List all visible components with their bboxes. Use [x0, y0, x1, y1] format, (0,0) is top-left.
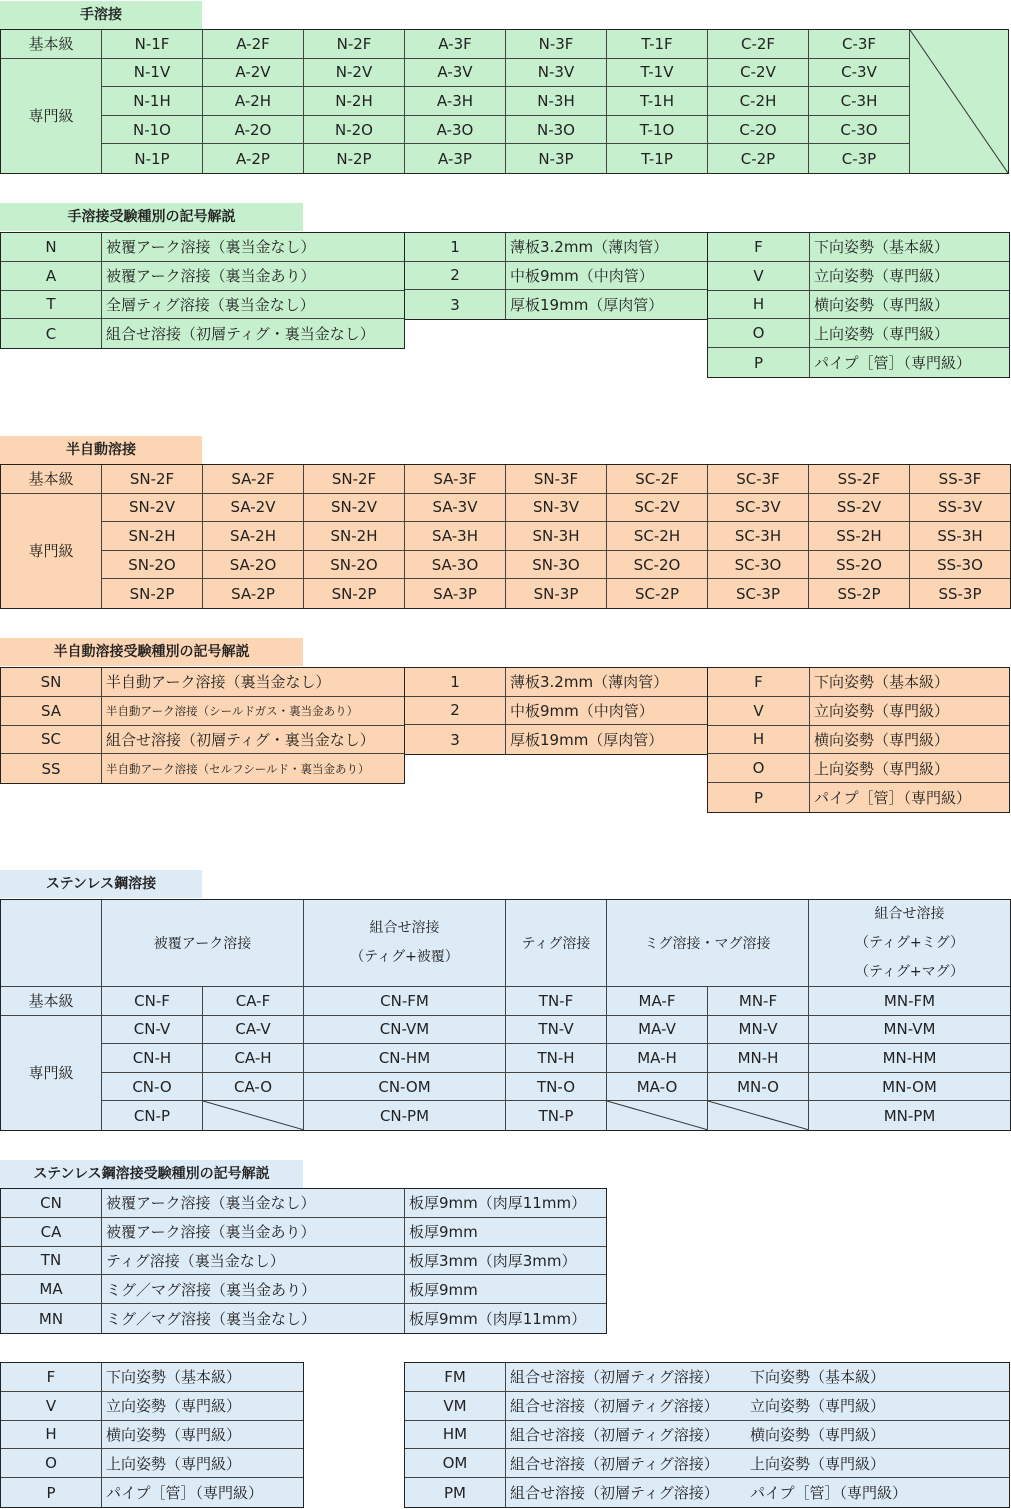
method-desc: 被覆アーク溶接（裏当金あり） [102, 262, 404, 291]
empty-diagonal-cell [910, 30, 1008, 173]
combo-code: OM [405, 1449, 506, 1478]
code-cell: A-3P [405, 144, 506, 173]
thickness-code: 1 [405, 668, 506, 697]
position-code: V [708, 697, 810, 726]
code-cell: SC-3F [708, 465, 809, 494]
code-cell: SS-3V [910, 494, 1010, 523]
method-code: SS [1, 754, 102, 783]
combo-position: 上向姿勢（専門級） [746, 1449, 1009, 1478]
code-cell: SA-2O [203, 551, 304, 580]
code-cell: CA-O [203, 1073, 304, 1102]
manual-methods-table [0, 232, 405, 349]
header-tig: ティグ溶接 [506, 900, 607, 987]
method-desc: 半自動アーク溶接（セルフシールド・裏当金あり） [106, 761, 370, 776]
position-code: H [708, 726, 810, 755]
stainless-table [0, 899, 1011, 1131]
code-cell: CN-OM [304, 1073, 506, 1102]
code-cell: SN-2F [304, 465, 405, 494]
code-cell: CN-P [102, 1101, 203, 1130]
code-cell: SA-2F [203, 465, 304, 494]
code-cell: CN-H [102, 1044, 203, 1073]
code-cell: MA-V [607, 1016, 708, 1045]
stainless-title: ステンレス鋼溶接 [0, 870, 202, 898]
code-cell: SC-3V [708, 494, 809, 523]
method-desc: 半自動アーク溶接（裏当金なし） [102, 668, 404, 697]
code-cell: MN-OM [809, 1073, 1010, 1102]
code-cell: TN-P [506, 1101, 607, 1130]
code-cell: A-3O [405, 116, 506, 145]
header-combo-covered [304, 900, 506, 987]
code-cell: N-1H [102, 87, 203, 116]
stainless-positions-table [0, 1362, 304, 1508]
thickness-code: 2 [405, 697, 506, 726]
semi-positions-table [707, 667, 1010, 813]
code-cell: N-2P [304, 144, 405, 173]
code-cell: CN-VM [304, 1016, 506, 1045]
code-cell: SA-3P [405, 579, 506, 608]
grade-specialist: 専門級 [1, 1016, 102, 1130]
code-cell: SS-2F [809, 465, 910, 494]
code-cell: N-1F [102, 30, 203, 59]
grade-basic: 基本級 [1, 465, 102, 494]
empty-diagonal-cell [607, 1101, 708, 1130]
code-cell: SC-3O [708, 551, 809, 580]
grade-basic: 基本級 [1, 987, 102, 1016]
code-cell: N-3F [506, 30, 607, 59]
method-desc: ミグ／マグ溶接（裏当金あり） [102, 1275, 405, 1304]
thickness-desc: 中板9mm（中肉管） [506, 262, 707, 291]
thickness-desc: 薄板3.2mm（薄肉管） [506, 233, 707, 262]
header-empty [1, 900, 102, 987]
position-desc: パイプ［管］（専門級） [814, 789, 972, 808]
semi-legend-title: 半自動溶接受験種別の記号解説 [0, 638, 303, 666]
code-cell: C-2F [708, 30, 809, 59]
code-cell: SA-3O [405, 551, 506, 580]
code-cell: MN-H [708, 1044, 809, 1073]
position-code: P [708, 783, 810, 812]
method-desc: 組合せ溶接（初層ティグ・裏当金なし） [102, 726, 404, 755]
code-cell: A-2P [203, 144, 304, 173]
method-desc: 全層ティグ溶接（裏当金なし） [102, 291, 404, 320]
method-code: T [1, 291, 102, 320]
code-cell: SS-3P [938, 584, 982, 603]
code-cell: N-2O [304, 116, 405, 145]
method-code: SC [1, 726, 102, 755]
method-code: TN [1, 1247, 102, 1276]
method-desc: ミグ／マグ溶接（裏当金なし） [102, 1304, 405, 1333]
code-cell: SN-3O [506, 551, 607, 580]
position-desc: 横向姿勢（専門級） [810, 726, 1009, 755]
manual-title: 手溶接 [0, 1, 202, 29]
code-cell: T-1P [607, 144, 708, 173]
method-thickness: 板厚9mm [405, 1275, 606, 1304]
code-cell: T-1O [607, 116, 708, 145]
position-code: V [1, 1392, 102, 1421]
code-cell: C-2O [708, 116, 809, 145]
position-desc: 立向姿勢（専門級） [102, 1392, 303, 1421]
code-cell: SC-2H [607, 522, 708, 551]
code-cell: CN-F [102, 987, 203, 1016]
method-desc: 組合せ溶接（初層ティグ・裏当金なし） [106, 325, 375, 344]
code-cell: A-3F [405, 30, 506, 59]
semi-thickness-table [404, 667, 708, 755]
code-cell: TN-O [506, 1073, 607, 1102]
code-cell: SS-3O [910, 551, 1010, 580]
code-cell: N-1P [102, 144, 203, 173]
position-desc: パイプ［管］（専門級） [106, 1484, 264, 1503]
code-cell: N-2F [304, 30, 405, 59]
position-code: F [708, 233, 810, 262]
code-cell: SN-2P [304, 579, 405, 608]
combo-desc: 組合せ溶接（初層ティグ溶接） [506, 1363, 746, 1392]
code-cell: SN-2F [102, 465, 203, 494]
method-code: SA [1, 697, 102, 726]
method-code: SN [1, 668, 102, 697]
thickness-code: 3 [405, 290, 506, 319]
code-cell: SN-2P [102, 579, 203, 608]
grade-specialist: 専門級 [1, 494, 102, 608]
code-cell: SC-2P [607, 579, 708, 608]
position-desc: 下向姿勢（基本級） [810, 233, 1009, 262]
code-cell: T-1V [607, 59, 708, 88]
code-cell: SA-3V [405, 494, 506, 523]
code-cell: N-3P [506, 144, 607, 173]
method-desc: 被覆アーク溶接（裏当金なし） [102, 1189, 405, 1218]
code-cell: CA-H [203, 1044, 304, 1073]
method-code: CN [1, 1189, 102, 1218]
thickness-desc: 厚板19mm（厚肉管） [510, 296, 664, 315]
code-cell: N-3H [506, 87, 607, 116]
code-cell: SS-3F [910, 465, 1010, 494]
code-cell: A-2O [203, 116, 304, 145]
code-cell: N-3V [506, 59, 607, 88]
code-cell: SA-2P [203, 579, 304, 608]
method-thickness: 板厚9mm（肉厚11mm） [405, 1189, 606, 1218]
method-code: CA [1, 1218, 102, 1247]
code-cell: SS-2O [809, 551, 910, 580]
code-cell: T-1H [607, 87, 708, 116]
position-desc: 上向姿勢（専門級） [810, 319, 1009, 348]
code-cell: SC-2V [607, 494, 708, 523]
header-combo-mig-line2: （ティグ+ミグ） [854, 934, 965, 951]
position-code: O [708, 754, 810, 783]
code-cell: T-1F [607, 30, 708, 59]
code-cell: SA-3F [405, 465, 506, 494]
grade-basic: 基本級 [1, 30, 102, 59]
method-desc: ティグ溶接（裏当金なし） [102, 1247, 405, 1276]
code-cell: N-1V [102, 59, 203, 88]
position-desc: 上向姿勢（専門級） [810, 754, 1009, 783]
thickness-code: 3 [405, 725, 506, 754]
code-cell: N-3O [506, 116, 607, 145]
combo-desc: 組合せ溶接（初層ティグ溶接） [506, 1392, 746, 1421]
method-code: N [1, 233, 102, 262]
position-code: F [1, 1363, 102, 1392]
position-code: H [708, 291, 810, 320]
code-cell: CN-FM [304, 987, 506, 1016]
code-cell: N-2V [304, 59, 405, 88]
code-cell: CA-V [203, 1016, 304, 1045]
combo-code: PM [405, 1478, 506, 1507]
position-code: H [1, 1421, 102, 1450]
code-cell: TN-F [506, 987, 607, 1016]
position-desc: 横向姿勢（専門級） [102, 1421, 303, 1450]
combo-code: FM [405, 1363, 506, 1392]
code-cell: SN-2V [102, 494, 203, 523]
header-combo-mig-line3: （ティグ+マグ） [854, 963, 965, 980]
thickness-desc: 薄板3.2mm（薄肉管） [506, 668, 707, 697]
code-cell: C-2H [708, 87, 809, 116]
code-cell: SN-2O [304, 551, 405, 580]
method-desc: 被覆アーク溶接（裏当金なし） [102, 233, 404, 262]
code-cell: CN-V [102, 1016, 203, 1045]
code-cell: SS-2V [809, 494, 910, 523]
method-code: A [1, 262, 102, 291]
stainless-combos-table [404, 1362, 1010, 1508]
code-cell: A-2H [203, 87, 304, 116]
code-cell: SN-2O [102, 551, 203, 580]
code-cell: SS-2P [809, 579, 910, 608]
code-cell: CN-PM [304, 1101, 506, 1130]
code-cell: N-2H [304, 87, 405, 116]
code-cell: C-3F [809, 30, 910, 59]
code-cell: SN-3V [506, 494, 607, 523]
thickness-desc: 厚板19mm（厚肉管） [510, 731, 664, 750]
code-cell: MN-V [708, 1016, 809, 1045]
position-code: F [708, 668, 810, 697]
code-cell: SS-2H [809, 522, 910, 551]
method-code: C [1, 319, 102, 348]
code-cell: TN-V [506, 1016, 607, 1045]
code-cell: SN-3H [506, 522, 607, 551]
stainless-legend-title: ステンレス鋼溶接受験種別の記号解説 [0, 1160, 303, 1188]
method-thickness: 板厚9mm（肉厚11mm） [409, 1310, 587, 1329]
code-cell: MN-FM [809, 987, 1010, 1016]
position-code: V [708, 262, 810, 291]
semi-methods-table [0, 667, 405, 784]
code-cell: SC-3H [708, 522, 809, 551]
method-code: MN [1, 1304, 102, 1333]
code-cell: A-2F [203, 30, 304, 59]
position-desc: 横向姿勢（専門級） [810, 291, 1009, 320]
combo-position: 横向姿勢（専門級） [746, 1421, 1009, 1450]
code-cell: MN-HM [809, 1044, 1010, 1073]
code-cell: SC-2F [607, 465, 708, 494]
code-cell: SC-2O [607, 551, 708, 580]
code-cell: A-3H [405, 87, 506, 116]
position-desc: 下向姿勢（基本級） [102, 1363, 303, 1392]
position-desc: 立向姿勢（専門級） [810, 697, 1009, 726]
method-code: MA [1, 1275, 102, 1304]
code-cell: MA-H [607, 1044, 708, 1073]
code-cell: SC-3P [708, 579, 809, 608]
code-cell: SN-3F [506, 465, 607, 494]
combo-desc: 組合せ溶接（初層ティグ溶接） [510, 1484, 719, 1503]
semi-table [0, 464, 1011, 609]
code-cell: CA-F [203, 987, 304, 1016]
code-cell: C-2P [708, 144, 809, 173]
header-mig-mag: ミグ溶接・マグ溶接 [607, 900, 809, 987]
code-cell: C-2V [708, 59, 809, 88]
code-cell: MA-F [607, 987, 708, 1016]
position-code: O [708, 319, 810, 348]
code-cell: MN-VM [809, 1016, 1010, 1045]
header-combo-mig-line1: 組合せ溶接 [874, 905, 945, 922]
method-thickness: 板厚9mm [405, 1218, 606, 1247]
code-cell: SA-2H [203, 522, 304, 551]
code-cell: CN-O [102, 1073, 203, 1102]
code-cell: SN-2V [304, 494, 405, 523]
manual-positions-table [707, 232, 1010, 378]
method-desc: 半自動アーク溶接（シールドガス・裏当金あり） [102, 697, 404, 726]
thickness-code: 1 [405, 233, 506, 262]
code-cell: MN-O [708, 1073, 809, 1102]
position-desc: 下向姿勢（基本級） [810, 668, 1009, 697]
position-desc: パイプ［管］（専門級） [814, 354, 972, 373]
header-combo-covered-line1: 組合せ溶接 [369, 920, 440, 936]
position-code: P [1, 1478, 102, 1507]
code-cell: SA-2V [203, 494, 304, 523]
header-covered-arc: 被覆アーク溶接 [102, 900, 304, 987]
code-cell: C-3H [809, 87, 910, 116]
code-cell: CN-HM [304, 1044, 506, 1073]
manual-thickness-table [404, 232, 708, 320]
method-desc: 被覆アーク溶接（裏当金あり） [102, 1218, 405, 1247]
thickness-desc: 中板9mm（中肉管） [506, 697, 707, 726]
combo-desc: 組合せ溶接（初層ティグ溶接） [506, 1449, 746, 1478]
code-cell: SN-2H [304, 522, 405, 551]
header-combo-covered-line2: （ティグ+被覆） [350, 949, 459, 965]
code-cell: SN-2H [102, 522, 203, 551]
code-cell: MN-F [708, 987, 809, 1016]
combo-position: 立向姿勢（専門級） [746, 1392, 1009, 1421]
code-cell: C-3O [809, 116, 910, 145]
code-cell: SA-3H [405, 522, 506, 551]
code-cell: C-3V [809, 59, 910, 88]
manual-legend-title: 手溶接受験種別の記号解説 [0, 203, 303, 231]
position-code: P [708, 348, 810, 377]
manual-table [0, 29, 1009, 174]
position-code: O [1, 1449, 102, 1478]
semi-title: 半自動溶接 [0, 436, 202, 464]
grade-specialist: 専門級 [1, 59, 102, 173]
code-cell: MN-PM [883, 1106, 936, 1125]
code-cell: MA-O [607, 1073, 708, 1102]
method-thickness: 板厚3mm（肉厚3mm） [405, 1247, 606, 1276]
position-desc: 立向姿勢（専門級） [810, 262, 1009, 291]
empty-diagonal-cell [203, 1101, 304, 1130]
header-combo-mig [809, 900, 1010, 987]
combo-code: VM [405, 1392, 506, 1421]
empty-diagonal-cell [708, 1101, 809, 1130]
code-cell: A-3V [405, 59, 506, 88]
code-cell: SS-3H [910, 522, 1010, 551]
thickness-code: 2 [405, 262, 506, 291]
code-cell: N-1O [102, 116, 203, 145]
stainless-methods-table [0, 1188, 607, 1334]
position-desc: 上向姿勢（専門級） [102, 1449, 303, 1478]
code-cell: SN-3P [506, 579, 607, 608]
combo-position: パイプ［管］（専門級） [750, 1484, 908, 1503]
code-cell: TN-H [506, 1044, 607, 1073]
combo-desc: 組合せ溶接（初層ティグ溶接） [506, 1421, 746, 1450]
combo-code: HM [405, 1421, 506, 1450]
combo-position: 下向姿勢（基本級） [746, 1363, 1009, 1392]
code-cell: A-2V [203, 59, 304, 88]
code-cell: C-3P [809, 144, 910, 173]
